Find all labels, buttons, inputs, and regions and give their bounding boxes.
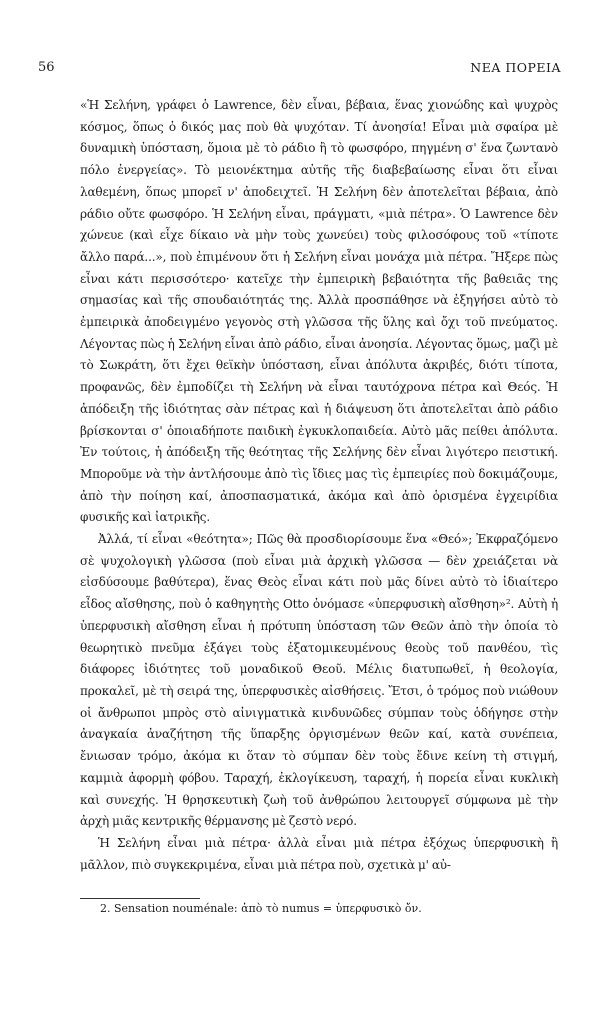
running-head: ΝΕΑ ΠΟΡΕΙΑ xyxy=(470,60,561,75)
paragraph: «Ἡ Σελήνη, γράφει ὁ Lawrence, δὲν εἶναι, βέβαια, ἕνας χιονώδης καὶ ψυχρὸς κόσμος, ὅπως ὁ δικός μας ποὺ θὰ ψυχόταν. Τί ἀνοησία! Εἶναι μιὰ σφαίρα μὲ δυναμικὴ ὑπόσταση, ὅμοια μὲ τὸ ράδιο ἢ τὸ φωσφόρο, πηγμένη σ' ἕνα ζωντανὸ πόλο ἐνεργείας». Τὸ μειονέκτημα αὐτῆς τῆς διαβεβαίωσης εἶναι ὅτι εἶναι λαθεμένη, ὅπως μπορεῖ ν' ἀποδειχτεῖ. Ἡ Σελήνη δὲν ἀποτελεῖται βέβαια, ἀπὸ ράδιο οὔτε φωσφόρο. Ἡ Σελήνη εἶναι, πράγματι, «μιὰ πέτρα». Ὁ Lawrence δὲν χώνευε (καὶ εἶχε δίκαιο νὰ μὴν τοὺς χωνεύει) τοὺς φιλοσόφους τοῦ «τίποτε ἄλλο παρά...», ποὺ ἐπιμένουν ὅτι ἡ Σελήνη εἶναι μονάχα μιὰ πέτρα. Ἤξερε πὼς εἶναι κάτι περισσότερο· κατεῖχε τὴν ἐμπειρικὴ βεβαιότητα τῆς βαθειᾶς της σημασίας καὶ τῆς σπουδαιότητάς της. Ἀλλὰ προσπάθησε νὰ ἐξηγήσει αὐτὸ τὸ ἐμπειρικὰ ἀποδειγμένο γεγονὸς στὴ γλῶσσα τῆς ὕλης καὶ ὄχι τοῦ πνεύματος. Λέγοντας πὼς ἡ Σελήνη εἶναι ἀπὸ ράδιο, εἶναι ἀνοησία. Λέγοντας ὅμως, μαζὶ μὲ τὸ Σωκράτη, ὅτι ἔχει θεϊκὴν ὑπόσταση, εἶναι ἀπόλυτα ἀκριβές, διότι τίποτα, προφανῶς, δὲν ἐμποδίζει τὴ Σελήνη νὰ εἶναι ταυτόχρονα πέτρα καὶ Θεός. Ἡ ἀπόδειξη τῆς ἰδιότητας σὰν πέτρας καὶ ἡ διάψευση ὅτι ἀποτελεῖται ἀπὸ ράδιο βρίσκονται σ' ὁποιαδήποτε παιδικὴ ἐγκυκλοπαιδεία. Αὐτὸ μᾶς πείθει ἀπόλυτα. Ἐν τούτοις, ἡ ἀπόδειξη τῆς θεότητας τῆς Σελήνης δὲν εἶναι λιγότερο πειστική. Μποροῦμε νὰ τὴν ἀντλήσουμε ἀπὸ τὶς ἴδιες μας τὶς ἐμπειρίες ποὺ δοκιμάζουμε, ἀπὸ τὴν ποίηση καί, ἀποσπασματικά, ἀκόμα καὶ ἀπὸ ὁρισμένα ἐγχειρίδια φυσικῆς καὶ ἰατρικῆς. xyxy=(80,98,558,525)
footnote: 2. Sensation nouménale: ἀπὸ τὸ numus = ὑπερφυσικὸ ὄν. xyxy=(100,902,422,915)
paragraph: Ἡ Σελήνη εἶναι μιὰ πέτρα· ἀλλὰ εἶναι μιὰ πέτρα ἐξόχως ὑπερφυσικὴ ἢ μᾶλλον, πιὸ συγκεκριμένα, εἶναι μιὰ πέτρα ποὺ, σχετικὰ μ' αὐ- xyxy=(80,835,558,872)
body-text xyxy=(80,95,558,876)
footnote-divider xyxy=(80,898,200,899)
paragraph: Ἀλλά, τί εἶναι «θεότητα»; Πῶς θὰ προσδιορίσουμε ἕνα «Θεό»; Ἐκφραζόμενο σὲ ψυχολογικὴ γλῶσσα (ποὺ εἶναι μιὰ ἀρχικὴ γλῶσσα — δὲν χρειάζεται νὰ εἰσδύσουμε βαθύτερα), ἕνας Θεὸς εἶναι κάτι ποὺ μᾶς δίνει αὐτὸ τὸ ἰδιαίτερο εἶδος αἴσθησης, ποὺ ὁ καθηγητὴς Otto ὀνόμασε «ὑπερφυσικὴ αἴσθηση»². Αὐτὴ ἡ ὑπερφυσικὴ αἴσθηση εἶναι ἡ πρότυπη ὑπόσταση τῶν Θεῶν ἀπὸ τὴν ὁποία τὸ θεωρητικὸ πνεῦμα ἐξάγει τοὺς ἐξατομικευμένους θεοὺς τοῦ πανθέου, τὶς διάφορες ἰδιότητες τοῦ μοναδικοῦ Θεοῦ. Μέλις διατυπωθεῖ, ἡ θεολογία, προκαλεῖ, μὲ τὴ σειρά της, ὑπερφυσικὲς αἰσθήσεις. Ἔτσι, ὁ τρόμος ποὺ νιώθουν οἱ ἄνθρωποι μπρὸς στὸ αἰνιγματικὰ κινδυνῶδες σύμπαν τοὺς ὁδήγησε στὴν ἀναγκαία ἀναζήτηση τῆς ὕπαρξης ὀργισμένων θεῶν καί, κατὰ συνέπεια, ἔνιωσαν τρόμο, ἀκόμα κι ὅταν τὸ σύμπαν δὲν τοὺς ἔδινε κείνη τὴ στιγμή, καμμιὰ ἀφορμὴ φόβου. Ταραχή, ἐκλογίκευση, ταραχή, ἡ πορεία εἶναι κυκλικὴ καὶ συνεχής. Ἡ θρησκευτικὴ ζωὴ τοῦ ἀνθρώπου λειτουργεῖ σύμφωνα μὲ τὴν ἀρχὴ μιᾶς κεντρικῆς θέρμανσης μὲ ζεστὸ νερό. xyxy=(80,532,558,829)
page-header xyxy=(38,60,561,78)
page-number: 56 xyxy=(38,60,55,75)
